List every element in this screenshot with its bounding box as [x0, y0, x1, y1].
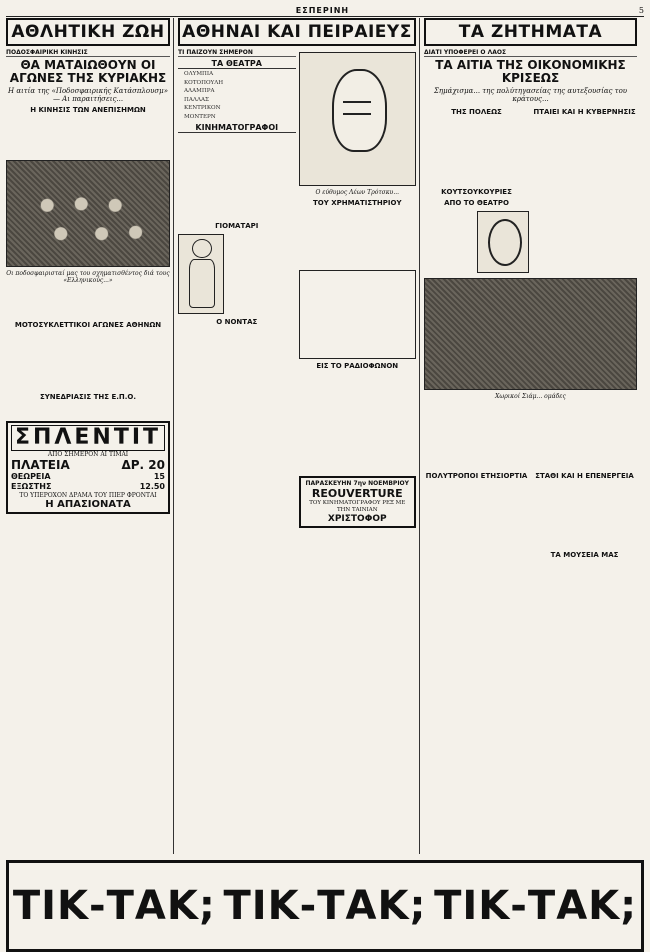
athens-split [178, 49, 416, 528]
theatre-1: ΚΟΤΟΠΟΥΛΗ [184, 79, 224, 86]
tik-tak-banner-ad [6, 860, 644, 952]
museums-body [532, 561, 637, 602]
radio-body [299, 372, 417, 473]
rex-ad-title: REOUVERTURE [311, 487, 403, 501]
exhibitions-body [424, 482, 529, 600]
sports-body-text [6, 116, 170, 157]
exostis-row [11, 482, 165, 492]
politics-subheading: ΣΤΑΘΙ ΚΑΙ Η ΕΠΕΝΕΡΓΕΙΑ [535, 471, 634, 480]
theatres-title: ΤΑ ΘΕΑΤΡΑ [178, 59, 296, 69]
sports-banner: ΑΘΛΗΤΙΚΗ ΖΩΗ [6, 18, 170, 46]
unofficial-subheading: Η ΚΙΝΗΣΙΣ ΤΩΝ ΑΝΕΠΙΣΗΜΩΝ [30, 106, 146, 114]
rex-ad-date: ΠΑΡΑΣΚΕΥΗΝ 7ην ΝΟΕΜΒΡΙΟΥ [305, 480, 409, 488]
epo-meeting-subheading: ΣΥΝΕΔΡΙΑΣΙΣ ΤΗΣ Ε.Π.Ο. [39, 392, 137, 401]
from-theatre-subheading: ΑΠΟ ΤΟ ΘΕΑΤΡΟ [444, 198, 509, 207]
rex-cinema-ad [299, 476, 417, 528]
splendid-cinema-ad [6, 421, 170, 514]
theatres-list [178, 71, 296, 121]
issues-right-top [532, 105, 637, 275]
ontas-subheading: Ο ΝΟΝΤΑΣ [216, 318, 258, 327]
exhibitions-subheading: ΠΟΛΥΤΡΟΠΟΙ ΕΤΗΣΙΟΡΤΙΑ [425, 471, 528, 480]
museums-subheading: ΤΑ ΜΟΥΣΕΙΑ ΜΑΣ [550, 551, 619, 560]
koutsoukouries-subheading: ΚΟΥΤΣΟΥΚΟΥΡΙΕΣ [441, 187, 512, 196]
cinemas-title: ΚΙΝΗΜΑΤΟΓΡΑΦΟΙ [178, 123, 296, 133]
columns [6, 18, 644, 854]
politics-body [532, 482, 637, 549]
paper-name: ΕΣΠΕΡΙΝΗ [295, 5, 350, 15]
theatre-4: ΚΕΝΤΡΙΚΟΝ [184, 105, 221, 112]
issues-split-top [424, 105, 637, 275]
rex-ad-film: ΧΡΙΣΤΟΦΟΡ [327, 514, 387, 525]
issues-body-right [532, 402, 637, 469]
theatre-3: ΠΑΛΛΑΣ [184, 96, 209, 103]
figure-sketch [178, 234, 224, 314]
program-table [299, 270, 417, 359]
splendid-name: ΣΠΛΕΝΤΙΤ [11, 425, 165, 451]
ontas-body [178, 328, 296, 498]
tik-tak-word-1: ΤΙΚ-ΤΑΚ; [12, 883, 216, 929]
crowd-photo [424, 278, 637, 390]
program-grid [302, 273, 414, 356]
portrait-sketch [299, 52, 417, 186]
theoreia-row [11, 472, 165, 482]
football-kicker: ΠΟΔΟΣΦΑΙΡΙΚΗ ΚΙΝΗΣΙΣ [6, 49, 170, 57]
stock-exchange-subheading: ΤΟΥ ΧΡΗΜΑΤΙΣΤΗΡΙΟΥ [312, 199, 402, 207]
stock-exchange-body [299, 209, 417, 267]
sports-deck: Η αιτία της «Ποδοσφαιρικής Κατάσπλουσμ» — Αι παραιτήσεις... [7, 87, 168, 103]
issues-banner: ΤΑ ΖΗΤΗΜΑΤΑ [424, 18, 637, 46]
sports-column [6, 18, 174, 854]
motorcycle-body-text [6, 331, 170, 389]
tik-tak-word-2: ΤΙΚ-ΤΑΚ; [223, 883, 427, 929]
splendid-tagline: ΑΠΟ ΣΗΜΕΡΟΝ ΑΙ ΤΙΜΑΙ [47, 450, 129, 458]
athens-right [299, 49, 417, 528]
government-subheading: ΠΤΑΙΕΙ ΚΑΙ Η ΚΥΒΕΡΝΗΣΙΣ [533, 108, 636, 116]
plateia-price: ΔΡ. 20 [121, 457, 165, 472]
issues-kicker: ΔΙΑΤΙ ΥΠΟΦΕΡΕΙ Ο ΛΑΟΣ [424, 49, 637, 57]
city-body [424, 118, 529, 185]
plateia-label: ΠΛΑΤΕΙΑ [11, 457, 70, 472]
masthead [6, 4, 644, 17]
play-title: Η ΑΠΑΣΙΟΝΑΤΑ [45, 498, 131, 510]
theoreia-label: ΘΕΩΡΕΙΑ [11, 471, 51, 481]
athens-banner: ΑΘΗΝΑΙ ΚΑΙ ΠΕΙΡΑΙΕΥΣ [178, 18, 416, 46]
motorcycle-subheading: ΜΟΤΟΣΥΚΛΕΤΤΙΚΟΙ ΑΓΩΝΕΣ ΑΘΗΝΩΝ [14, 321, 162, 330]
city-subheading: ΤΗΣ ΠΟΛΕΩΣ [451, 108, 502, 116]
issues-body-left [424, 402, 529, 469]
crowd-photo-caption: Χωρικοί Σιάμ... ομάδες [495, 392, 566, 400]
sports-headline: ΘΑ ΜΑΤΑΙΩΘΟΥΝ ΟΙ ΑΓΩΝΕΣ ΤΗΣ ΚΥΡΙΑΚΗΣ [9, 58, 167, 85]
issues-deck: Σημάχισμα... της πολύτηγασείας της αυτεξουσίας του κράτους... [433, 87, 628, 103]
rex-ad-subtitle: ΤΟΥ ΚΙΝΗΜΑΤΟΓΡΑΦΟΥ ΡΕΞ ΜΕ ΤΗΝ ΤΑΙΝΙΑΝ [309, 500, 406, 514]
issues-column [424, 18, 640, 854]
issues-left-bottom [424, 402, 529, 604]
play-intro: ΤΟ ΥΠΕΡΟΧΟΝ ΔΡΑΜΑ ΤΟΥ ΠΙΕΡ ΦΡΟΝΤΑΙ [19, 491, 157, 499]
page-number: 5 [638, 5, 644, 15]
portrait-caption: Ο εύθυμος Λέων Τρότσκυ... [315, 189, 400, 196]
mask-sketch [477, 211, 529, 273]
issues-headline: ΤΑ ΑΙΤΙΑ ΤΗΣ ΟΙΚΟΝΟΜΙΚΗΣ ΚΡΙΣΕΩΣ [435, 58, 626, 85]
athens-column [178, 18, 420, 854]
team-photo-caption: Οι ποδοσφαιρισταί μας του σχηματισθέντος διά τους «Ελληνικούς...» [6, 269, 170, 284]
epo-body-text [6, 403, 170, 418]
radio-subheading: ΕΙΣ ΤΟ ΡΑΔΙΟΦΩΝΟΝ [316, 362, 399, 371]
theatre-0: ΟΛΥΜΠΙΑ [184, 71, 214, 77]
issues-left-top [424, 105, 529, 275]
issues-split-bottom [424, 402, 637, 604]
sports-body-text-2 [6, 286, 170, 318]
theoreia-price: 15 [153, 471, 165, 481]
cinemas-body [178, 135, 296, 219]
government-body [532, 118, 637, 219]
tonight-kicker: ΤΙ ΠΑΙΖΟΥΝ ΣΗΜΕΡΟΝ [178, 49, 296, 57]
tik-tak-word-3: ΤΙΚ-ΤΑΚ; [434, 883, 638, 929]
athens-left [178, 49, 296, 528]
exostis-price: 12.50 [139, 481, 165, 491]
plateia-row [11, 458, 165, 472]
gioumari-subheading: ΓΙΟΜΑΤΑΡΙ [215, 221, 259, 230]
theatre-2: ΑΛΑΜΠΡΑ [184, 88, 215, 95]
team-photo [6, 160, 170, 267]
exostis-label: ΕΞΩΣΤΗΣ [11, 481, 52, 491]
theatre-5: ΜΟΝΤΕΡΝ [184, 113, 216, 120]
issues-right-bottom [532, 402, 637, 604]
